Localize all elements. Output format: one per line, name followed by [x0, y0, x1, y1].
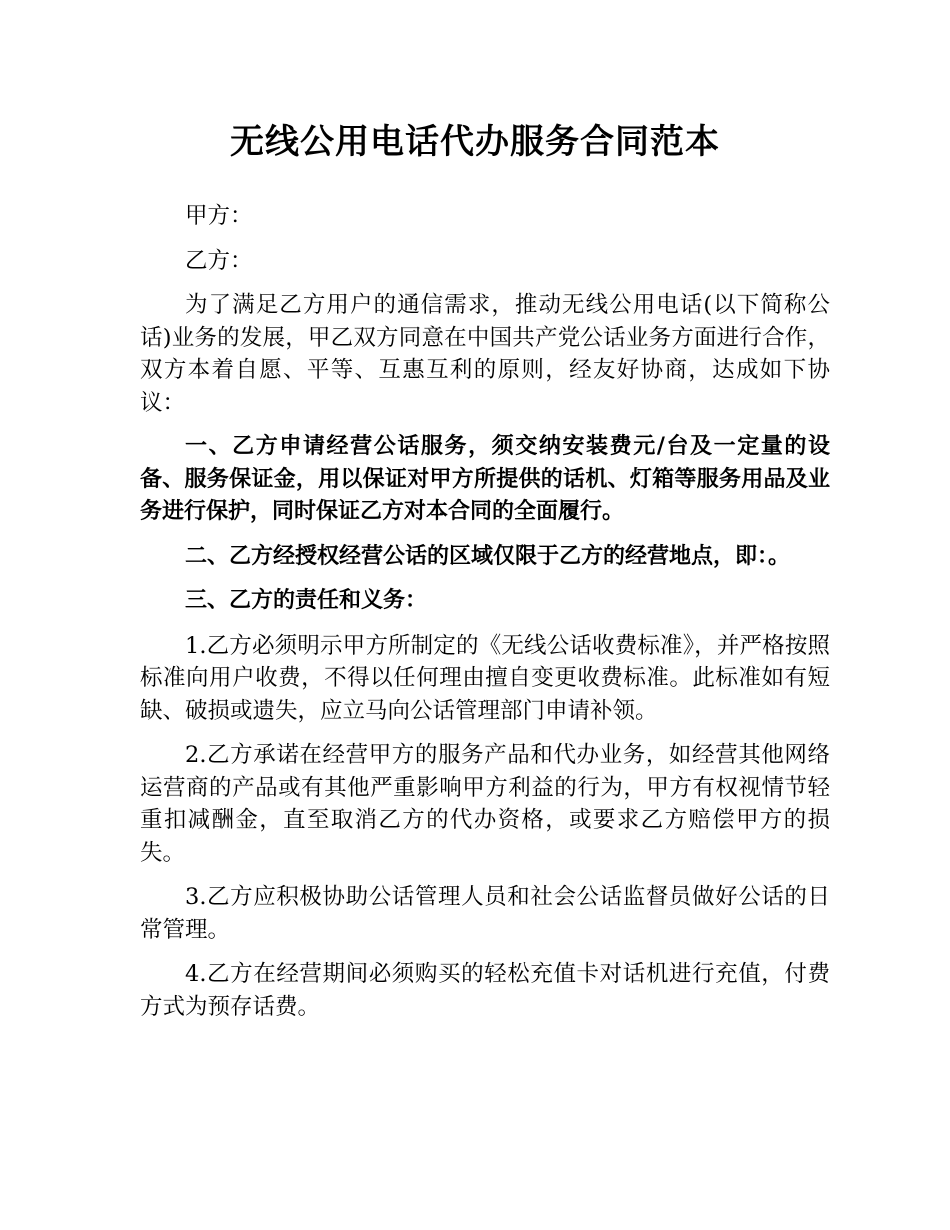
clause-1: 一、乙方申请经营公话服务，须交纳安装费元/台及一定量的设备、服务保证金，用以保证对甲方所提供的话机、灯箱等服务用品及业务进行保护，同时保证乙方对本合同的全面履行。 [140, 434, 830, 524]
obligation-item-3: 3.乙方应积极协助公话管理人员和社会公话监督员做好公话的日常管理。 [140, 884, 830, 943]
document-title: 无线公用电话代办服务合同范本 [230, 122, 720, 162]
obligation-item-4: 4.乙方在经营期间必须购买的轻松充值卡对话机进行充值，付费方式为预存话费。 [140, 961, 830, 1020]
document-body [140, 200, 830, 1035]
clause-3-heading: 三、乙方的责任和义务： [185, 588, 428, 613]
intro-paragraph: 为了满足乙方用户的通信需求，推动无线公用电话(以下简称公话)业务的发展，甲乙双方同意在中国共产党公话业务方面进行合作，双方本着自愿、平等、互惠互利的原则，经友好协商，达成如下协议： [140, 292, 830, 416]
clause-2: 二、乙方经授权经营公话的区域仅限于乙方的经营地点，即：。 [185, 543, 791, 569]
party-a-line: 甲方： [185, 203, 253, 229]
party-b-line: 乙方： [185, 247, 253, 274]
obligation-item-2: 2.乙方承诺在经营甲方的服务产品和代办业务，如经营其他网络运营商的产品或有其他严重影响甲方利益的行为，甲方有权视情节轻重扣减酬金，直至取消乙方的代办资格，或要求乙方赔偿甲方的损失。 [140, 742, 830, 866]
obligation-item-1: 1.乙方必须明示甲方所制定的《无线公话收费标准》，并严格按照标准向用户收费，不得以任何理由擅自变更收费标准。此标准如有短缺、破损或遗失，应立马向公话管理部门申请补领。 [140, 632, 830, 724]
